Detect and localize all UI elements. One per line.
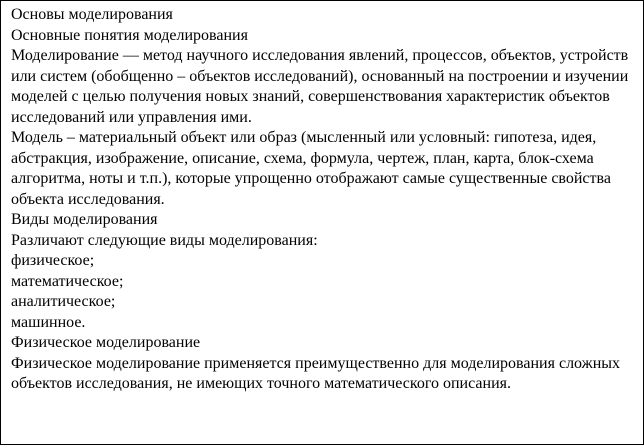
section-heading-modeling-types: Виды моделирования	[11, 211, 158, 228]
paragraph-physical-modeling: Физическое моделирование применяется преимущественно для моделирования сложных объектов исследования, не имеющих точного математического описания.	[11, 354, 621, 392]
section-heading-physical-modeling: Физическое моделирование	[11, 334, 201, 351]
paragraph-model-definition: Модель – материальный объект или образ (мысленный или условный: гипотеза, идея, абстракция, изображение, описание, схема, формула, чертеж, план, карта, блок-схема алгоритма, ноты и т.п.), которые упрощенно отображают самые существенные свойства объекта исследования.	[11, 129, 611, 208]
list-item-mathematical: математическое;	[11, 272, 124, 290]
modeling-types-intro: Различают следующие виды моделирования:	[11, 231, 318, 249]
section-heading-basic-concepts: Основные понятия моделирования	[11, 26, 248, 44]
document-title: Основы моделирования	[11, 6, 173, 23]
list-item-machine: машинное.	[11, 313, 86, 331]
list-item-analytical: аналитическое;	[11, 293, 116, 310]
paragraph-modeling-definition: Моделирование — метод научного исследования явлений, процессов, объектов, устройств или систем (обобщенно – объектов исследований), основанный на построении и изучении моделей с целью получения новых знаний, совершенствования характеристик объектов исследований или управления ими.	[11, 47, 629, 126]
list-item-physical: физическое;	[11, 252, 95, 269]
